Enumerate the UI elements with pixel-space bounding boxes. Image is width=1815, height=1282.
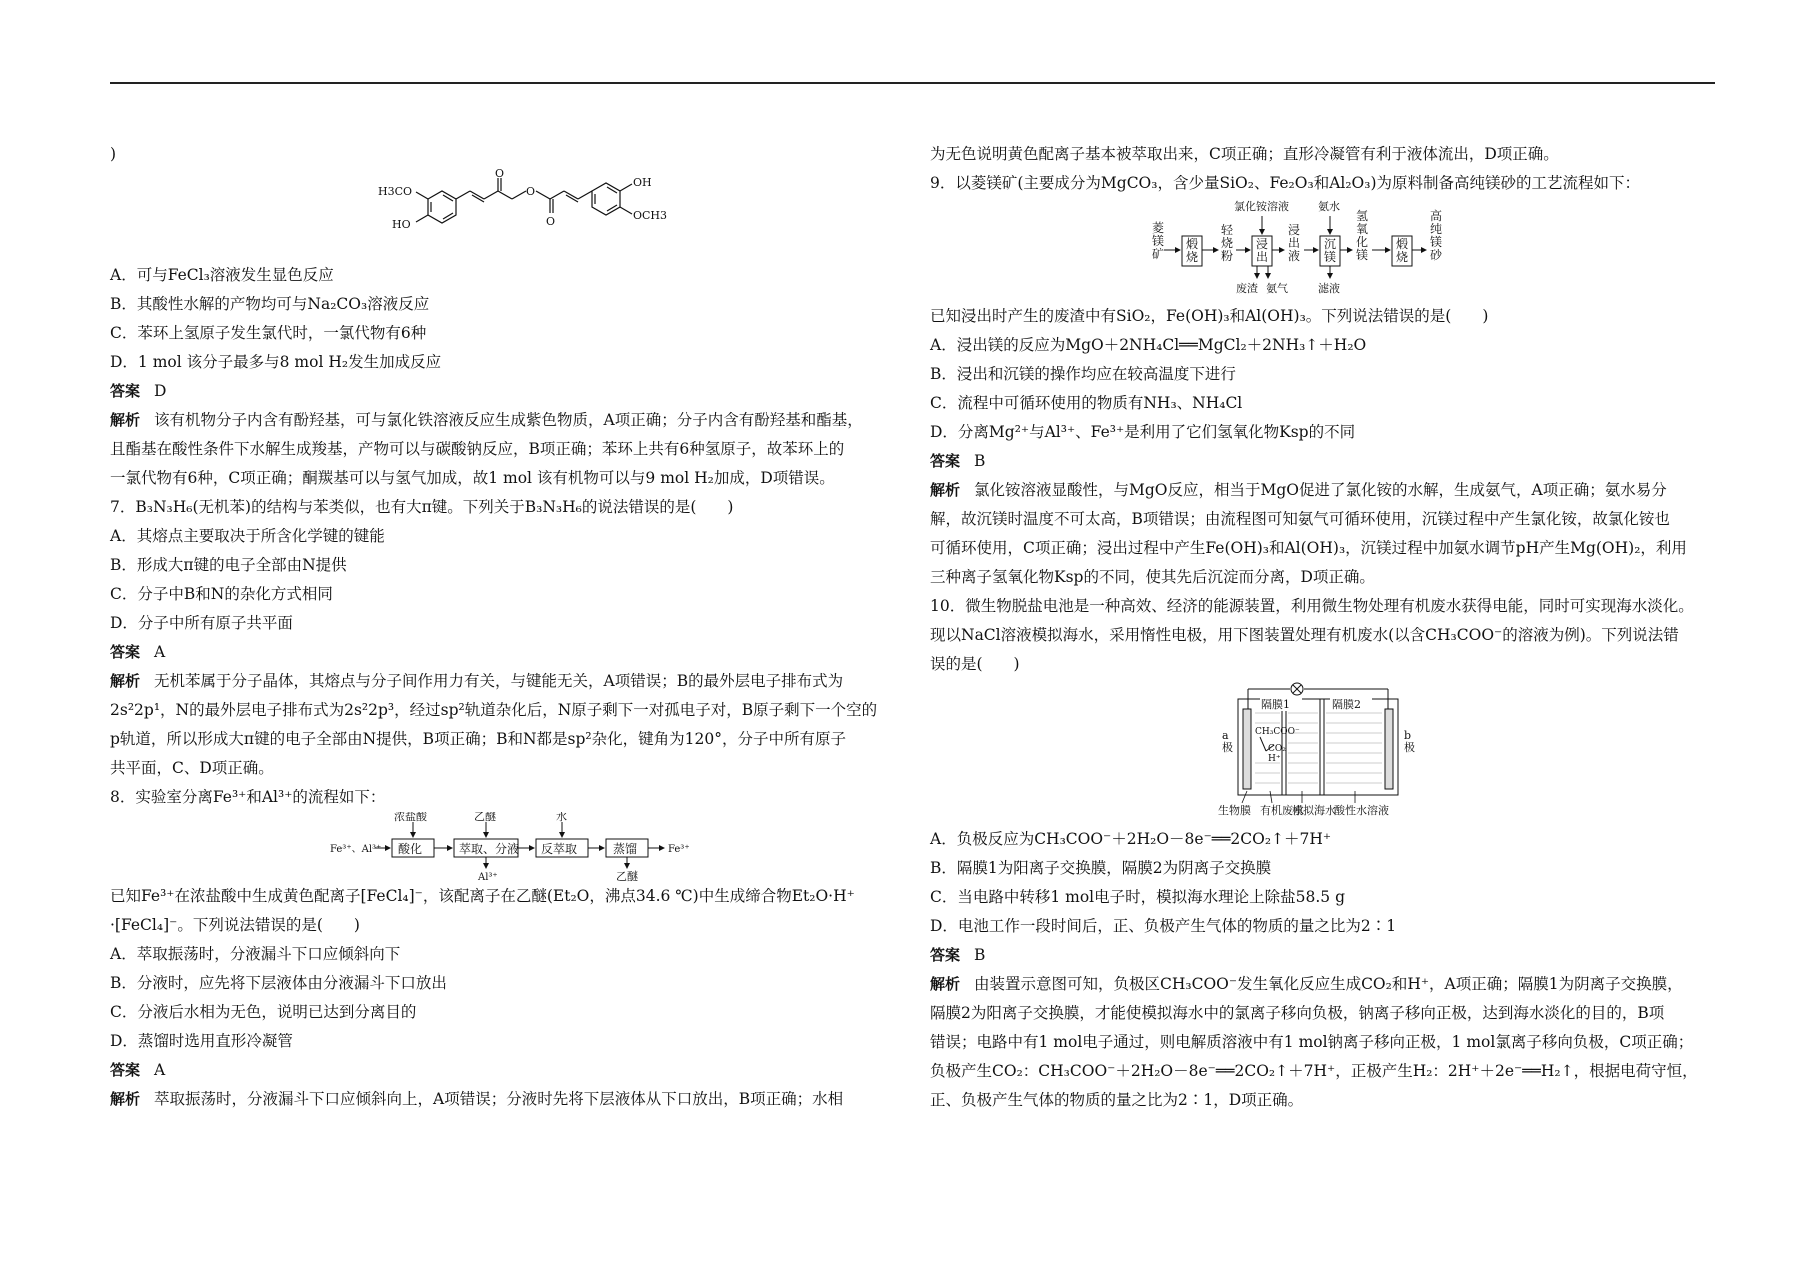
- q8-analysis-continued: 为无色说明黄色配离子基本被萃取出来，C项正确；直形冷凝管有利于液体流出，D项正确。: [930, 145, 1559, 163]
- analysis-label: 解析: [110, 1090, 141, 1108]
- flow9-start: 菱镁矿: [1152, 221, 1165, 261]
- flow-end: Fe³⁺: [668, 844, 690, 855]
- flow9-out-filtrate: 滤液: [1318, 282, 1340, 295]
- q9-info-line: 已知浸出时产生的废渣中有SiO₂，Fe(OH)₃和Al(OH)₃。下列说法错误的是( ): [930, 307, 1489, 325]
- hplus-label: H⁺: [1268, 754, 1281, 764]
- q10-cell-figure: [930, 679, 1720, 825]
- flow9-out-ammonia: 氨气: [1266, 282, 1288, 295]
- q8-info-line: 已知Fe³⁺在浓盐酸中生成黄色配离子[FeCl₄]⁻，该配离子在乙醚(Et₂O，沸点34.6 ℃)中生成缔合物Et₂O·H⁺: [110, 887, 855, 905]
- q8-stem: 8．实验室分离Fe³⁺和Al³⁺的流程如下：: [110, 788, 386, 806]
- q10-option-b: B．隔膜1为阳离子交换膜，隔膜2为阴离子交换膜: [930, 859, 1272, 877]
- q8-answer: [110, 1056, 900, 1085]
- electrode-b-label: b 极: [1404, 729, 1415, 754]
- q10-analysis-line: 解析 由装置示意图可知，负极区CH₃COO⁻发生氧化反应生成CO₂和H⁺，A项正确；隔膜1为阴离子交换膜，: [930, 975, 1683, 993]
- q7-analysis-line: p轨道，所以形成大π键的电子全部由N提供，B项正确；B和N都是sp²杂化，键角为120°，分子中所有原子: [110, 730, 846, 748]
- analysis-label: 解析: [110, 411, 141, 429]
- q8-analysis-line: 解析 萃取振荡时，分液漏斗下口应倾斜向上，A项错误；分液时先将下层液体从下口放出，B项正确；水相: [110, 1090, 844, 1108]
- q8-option-d: D．蒸馏时选用直形冷凝管: [110, 1032, 293, 1050]
- q8-option-b: B．分液时，应先将下层液体由分液漏斗下口放出: [110, 974, 447, 992]
- label-biofilm: 生物膜: [1218, 804, 1251, 817]
- q7-option-d: D．分子中所有原子共平面: [110, 614, 293, 632]
- keto-o-label: O: [495, 169, 505, 180]
- reagent-hcl: 浓盐酸: [394, 812, 427, 823]
- q10-option-c: C．当电路中转移1 mol电子时，模拟海水理论上除盐58.5 g: [930, 888, 1345, 906]
- q10-stem: 现以NaCl溶液模拟海水，采用惰性电极，用下图装置处理有机废水(以含CH₃COO⁻的溶液为例)。下列说法错: [930, 626, 1679, 644]
- answer-value: D: [154, 382, 167, 400]
- ho-label: HO: [392, 218, 411, 231]
- q6-analysis-line: 一氯代物有6种，C项正确；酮羰基可以与氢气加成，故1 mol 该有机物可以与9 mol H₂加成，D项错误。: [110, 469, 835, 487]
- flow-start: Fe³⁺、Al³⁺: [330, 844, 382, 855]
- q7-option-a: A．其熔点主要取决于所含化学键的键能: [110, 527, 385, 545]
- q9-analysis-line: 三种离子氢氧化物Ksp的不同，使其先后沉淀而分离，D项正确。: [930, 568, 1375, 586]
- flow-box-extract: 萃取、分液: [459, 842, 520, 856]
- q10-analysis-line: 正、负极产生气体的物质的量之比为2∶1，D项正确。: [930, 1091, 1304, 1109]
- q10-analysis-line: 负极产生CO₂：CH₃COO⁻＋2H₂O－8e⁻══2CO₂↑＋7H⁺，正极产生H₂：2H⁺＋2e⁻══H₂↑，根据电荷守恒，: [930, 1062, 1698, 1080]
- header-rule: [110, 82, 1715, 84]
- q6-option-c: C．苯环上氢原子发生氯代时，一氯代物有6种: [110, 324, 427, 342]
- reagent-water: 水: [556, 812, 567, 823]
- answer-value: A: [154, 1061, 166, 1079]
- q8-flowchart: [110, 812, 900, 882]
- flow9-end: 高纯镁砂: [1430, 209, 1443, 262]
- analysis-label: 解析: [930, 481, 961, 499]
- answer-label: 答案: [110, 1061, 141, 1079]
- q8-flow-figure: [110, 812, 900, 882]
- answer-value: B: [974, 946, 986, 964]
- q6-option-b: B．其酸性水解的产物均可与Na₂CO₃溶液反应: [110, 295, 430, 313]
- left-column: [110, 140, 900, 1114]
- flow9-box-leach: 浸出: [1256, 237, 1269, 264]
- flow-out-ether: 乙醚: [616, 870, 638, 882]
- q9-flow-figure: [930, 198, 1720, 302]
- q10-analysis-line: 隔膜2为阳离子交换膜，才能使模拟海水中的氯离子移向负极，钠离子移向正极，达到海水淡化的目的，B项: [930, 1004, 1665, 1022]
- q8-option-c: C．分液后水相为无色，说明已达到分离目的: [110, 1003, 417, 1021]
- right-column: [930, 140, 1720, 1115]
- q9-analysis-line: 解，故沉镁时温度不可太高，B项错误；由流程图可知氨气可循环使用，沉镁过程中产生氯化铵，故氯化铵也: [930, 510, 1670, 528]
- answer-value: A: [154, 643, 166, 661]
- ester-o-label: O: [526, 185, 536, 198]
- q6-analysis-line: 且酯基在酸性条件下水解生成羧基，产物可以与碳酸钠反应，B项正确；苯环上共有6种氢原子，故苯环上的: [110, 440, 845, 458]
- membrane1-label: 隔膜1: [1261, 698, 1290, 711]
- molecule-structure: [110, 169, 900, 261]
- q10-stem: 10．微生物脱盐电池是一种高效、经济的能源装置，利用微生物处理有机废水获得电能，同时可实现海水淡化。: [930, 597, 1694, 615]
- flow-box-distill: 蒸馏: [613, 842, 638, 856]
- flow-out-al: Al³⁺: [478, 872, 498, 882]
- q6-answer: [110, 377, 900, 406]
- q7-analysis-line: 解析 无机苯属于分子晶体，其熔点与分子间作用力有关，与键能无关，A项错误；B的最外层电子排布式为: [110, 672, 844, 690]
- flow-box-back-extract: 反萃取: [541, 842, 578, 856]
- q10-stem: 误的是( ): [930, 655, 1020, 673]
- answer-value: B: [974, 452, 986, 470]
- co2-label: CO₂: [1268, 744, 1286, 754]
- q9-analysis-line: 解析 氯化铵溶液显酸性，与MgO反应，相当于MgO促进了氯化铵的水解，生成氨气，A项正确；氨水易分: [930, 481, 1667, 499]
- flow9-out-residue: 废渣: [1236, 282, 1258, 295]
- analysis-label: 解析: [930, 975, 961, 993]
- flow9-mid-hydroxide: 氢氧化镁: [1356, 209, 1369, 262]
- answer-label: 答案: [110, 643, 141, 661]
- flow-box-acidify: 酸化: [398, 842, 423, 856]
- q6-stem-tail: ): [110, 145, 117, 163]
- q9-stem: 9．以菱镁矿(主要成分为MgCO₃，含少量SiO₂、Fe₂O₃和Al₂O₃)为原料制备高纯镁砂的工艺流程如下：: [930, 174, 1641, 192]
- label-seawater: 模拟海水: [1292, 804, 1336, 817]
- answer-label: 答案: [110, 382, 141, 400]
- flow9-mid-powder: 轻烧粉: [1221, 223, 1234, 263]
- q10-option-a: A．负极反应为CH₃COO⁻＋2H₂O－8e⁻══2CO₂↑＋7H⁺: [930, 830, 1332, 848]
- q10-analysis-line: 错误；电路中有1 mol电子通过，则电解质溶液中有1 mol钠离子移向正极，1 mol氯离子移向负极，C项正确；: [930, 1033, 1694, 1051]
- q6-option-d: D．1 mol 该分子最多与8 mol H₂发生加成反应: [110, 353, 442, 371]
- q10-option-d: D．电池工作一段时间后，正、负极产生气体的物质的量之比为2∶1: [930, 917, 1397, 935]
- q6-option-a: A．可与FeCl₃溶液发生显色反应: [110, 266, 334, 284]
- flow9-mid-leachate: 浸出液: [1288, 223, 1301, 263]
- answer-label: 答案: [930, 946, 961, 964]
- q9-option-b: B．浸出和沉镁的操作均应在较高温度下进行: [930, 365, 1236, 383]
- label-acid-solution: 酸性水溶液: [1334, 804, 1389, 817]
- electrode-a-label: a 极: [1222, 729, 1233, 754]
- ch3coo-label: CH₃COO⁻: [1255, 727, 1300, 737]
- q8-option-a: A．萃取振荡时，分液漏斗下口应倾斜向下: [110, 945, 401, 963]
- membrane2-label: 隔膜2: [1332, 698, 1361, 711]
- q6-analysis-line: 解析 该有机物分子内含有酚羟基，可与氯化铁溶液反应生成紫色物质，A项正确；分子内含有酚羟基和酯基，: [110, 411, 863, 429]
- q7-analysis-line: 2s²2p¹，N的最外层电子排布式为2s²2p³，经过sp²轨道杂化后，N原子剩下一对孤电子对，B原子剩下一个空的: [110, 701, 878, 719]
- h3co-label: H3CO: [378, 185, 413, 198]
- q8-info-line: ·[FeCl₄]⁻。下列说法错误的是( ): [110, 916, 360, 934]
- q9-option-a: A．浸出镁的反应为MgO＋2NH₄Cl══MgCl₂＋2NH₃↑＋H₂O: [930, 336, 1367, 354]
- oh-label: OH: [633, 176, 652, 189]
- label-wastewater: 有机废水: [1260, 804, 1304, 817]
- q10-battery-diagram: [930, 679, 1720, 825]
- q9-option-d: D．分离Mg²⁺与Al³⁺、Fe³⁺是利用了它们氢氧化物Ksp的不同: [930, 423, 1356, 441]
- q9-option-c: C．流程中可循环使用的物质有NH₃、NH₄Cl: [930, 394, 1243, 412]
- answer-label: 答案: [930, 452, 961, 470]
- flow9-reagent-ammonia: 氨水: [1318, 200, 1340, 213]
- flow9-box-calcine1: 煅烧: [1186, 237, 1199, 264]
- och3-label: OCH3: [633, 209, 668, 222]
- reagent-ether: 乙醚: [474, 812, 496, 823]
- q7-stem: 7．B₃N₃H₆(无机苯)的结构与苯类似，也有大π键。下列关于B₃N₃H₆的说法错误的是( ): [110, 498, 734, 516]
- q9-analysis-line: 可循环使用，C项正确；浸出过程中产生Fe(OH)₃和Al(OH)₃，沉镁过程中加氨水调节pH产生Mg(OH)₂，利用: [930, 539, 1687, 557]
- flow9-box-precip: 沉镁: [1324, 237, 1337, 264]
- q9-answer: [930, 447, 1720, 476]
- q9-flowchart: [930, 198, 1720, 302]
- q7-option-b: B．形成大π键的电子全部由N提供: [110, 556, 347, 574]
- flow9-box-calcine2: 煅烧: [1396, 237, 1409, 264]
- ester-o2-label: O: [546, 215, 556, 228]
- q7-analysis-line: 共平面，C、D项正确。: [110, 759, 274, 777]
- flow9-reagent-nh4cl: 氯化铵溶液: [1234, 200, 1289, 213]
- q6-structure-figure: [110, 169, 900, 261]
- q7-answer: [110, 638, 900, 667]
- q10-answer: [930, 941, 1720, 970]
- q7-option-c: C．分子中B和N的杂化方式相同: [110, 585, 333, 603]
- analysis-label: 解析: [110, 672, 141, 690]
